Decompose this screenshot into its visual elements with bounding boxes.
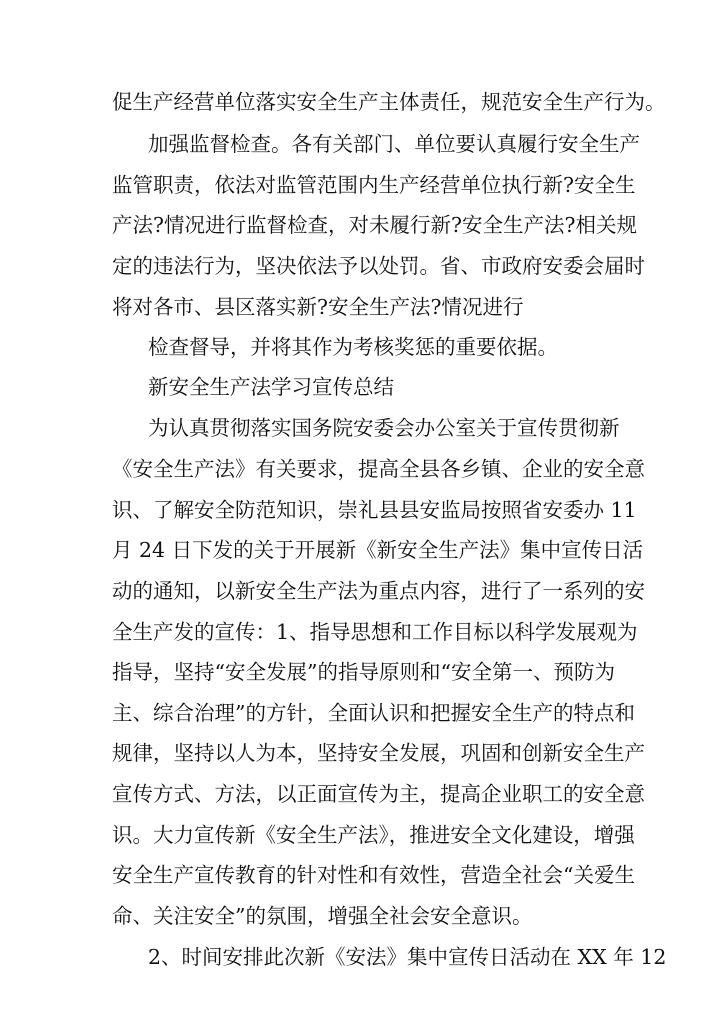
text-line: 监管职责，依法对监管范围内生产经营单位执行新?安全生 (112, 173, 636, 197)
paragraph-first-line: 为认真贯彻落实国务院安委会办公室关于宣传贯彻新 (148, 416, 620, 440)
text-line: 全生产发的宣传：1、指导思想和工作目标以科学发展观为 (112, 620, 638, 644)
text-line: 主、综合治理”的方针，全面认识和把握安全生产的特点和 (112, 701, 635, 725)
text-line: 规律，坚持以人为本，坚持安全发展，巩固和创新安全生产 (112, 741, 645, 765)
text-line: 识、了解安全防范知识，崇礼县县安监局按照省安委办 11 (112, 498, 637, 522)
text-line: 将对各市、县区落实新?安全生产法?情况进行 (112, 295, 524, 319)
paragraph-first-line: 检查督导，并将其作为考核奖惩的重要依据。 (148, 335, 558, 359)
text-line: 动的通知，以新安全生产法为重点内容，进行了一系列的安 (112, 579, 645, 603)
text-line: 定的违法行为，坚决依法予以处罚。省、市政府安委会届时 (112, 254, 645, 278)
paragraph-first-line: 加强监督检查。各有关部门、单位要认真履行安全生产 (148, 132, 640, 156)
section-heading: 新安全生产法学习宣传总结 (148, 375, 394, 399)
text-line: 安全生产宣传教育的针对性和有效性，营造全社会“关爱生 (112, 863, 635, 887)
text-line: 促生产经营单位落实安全生产主体责任，规范安全生产行为。 (112, 90, 666, 114)
paragraph-first-line: 2、时间安排此次新《安法》集中宣传日活动在 XX 年 12 (148, 945, 667, 969)
text-line: 命、关注安全”的氛围，增强全社会安全意识。 (112, 904, 533, 928)
text-line: 宣传方式、方法，以正面宣传为主，提高企业职工的安全意 (112, 782, 645, 806)
text-line: 月 24 日下发的关于开展新《新安全生产法》集中宣传日活 (112, 538, 644, 562)
text-line: 产法?情况进行监督检查，对未履行新?安全生产法?相关规 (112, 213, 637, 237)
text-line: 指导，坚持“安全发展”的指导原则和“安全第一、预防为 (112, 660, 615, 684)
text-line: 《安全生产法》有关要求，提高全县各乡镇、企业的安全意 (112, 457, 645, 481)
text-line: 识。大力宣传新《安全生产法》，推进安全文化建设，增强 (112, 823, 635, 847)
